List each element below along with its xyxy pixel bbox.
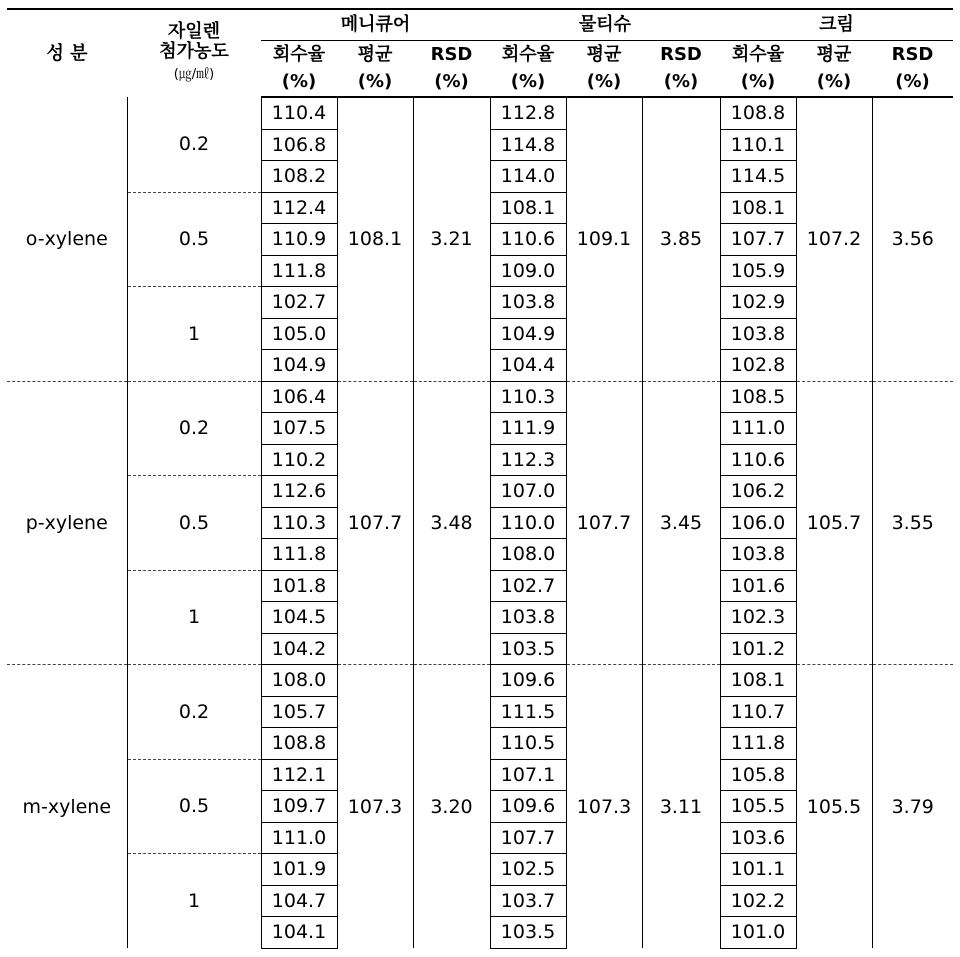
- recovery-value: 107.0: [490, 476, 566, 508]
- recovery-value: 107.1: [490, 759, 566, 791]
- subheader-recovery-label: 회수율: [272, 43, 326, 65]
- rsd-value: 3.48: [413, 381, 490, 665]
- recovery-value: 103.8: [720, 318, 796, 350]
- subheader-recovery-unit: (%): [720, 68, 796, 97]
- group-header-cream: 크림: [720, 9, 953, 41]
- recovery-value: 110.9: [261, 224, 337, 256]
- recovery-value: 114.0: [490, 161, 566, 193]
- subheader-rsd-unit: (%): [413, 68, 490, 97]
- recovery-value: 102.2: [720, 885, 796, 917]
- recovery-value: 109.7: [261, 791, 337, 823]
- recovery-value: 108.1: [720, 192, 796, 224]
- recovery-value: 103.8: [490, 602, 566, 634]
- mean-value: 109.1: [566, 97, 642, 381]
- recovery-value: 110.3: [490, 381, 566, 413]
- subheader-rsd-unit: (%): [642, 68, 720, 97]
- recovery-value: 110.0: [490, 507, 566, 539]
- group-header-wet-tissue: 물티슈: [490, 9, 720, 41]
- recovery-value: 106.2: [720, 476, 796, 508]
- recovery-value: 110.1: [720, 129, 796, 161]
- mean-value: 107.2: [796, 97, 872, 381]
- concentration-cell: 0.2: [127, 97, 261, 192]
- recovery-value: 110.2: [261, 444, 337, 476]
- recovery-value: 103.6: [720, 822, 796, 854]
- table-row: [7, 97, 953, 129]
- component-name: p-xylene: [7, 381, 127, 665]
- concentration-cell: 1: [127, 570, 261, 665]
- recovery-value: 105.9: [720, 255, 796, 287]
- subheader-mean-unit: (%): [796, 68, 872, 97]
- component-header: 성 분: [7, 9, 127, 97]
- recovery-value: 108.8: [261, 728, 337, 760]
- recovery-value: 112.6: [261, 476, 337, 508]
- recovery-value: 105.8: [720, 759, 796, 791]
- recovery-value: 107.7: [490, 822, 566, 854]
- recovery-value: 108.8: [720, 97, 796, 129]
- recovery-value: 110.6: [720, 444, 796, 476]
- recovery-value: 114.5: [720, 161, 796, 193]
- recovery-value: 104.9: [261, 350, 337, 382]
- mean-value: 108.1: [337, 97, 413, 381]
- recovery-value: 101.6: [720, 570, 796, 602]
- mean-value: 107.7: [566, 381, 642, 665]
- recovery-value: 101.9: [261, 854, 337, 886]
- recovery-value: 102.8: [720, 350, 796, 382]
- mean-value: 105.5: [796, 665, 872, 949]
- recovery-value: 104.4: [490, 350, 566, 382]
- recovery-value: 112.3: [490, 444, 566, 476]
- recovery-value: 108.0: [261, 665, 337, 697]
- recovery-value: 104.1: [261, 917, 337, 949]
- recovery-value: 109.6: [490, 665, 566, 697]
- rsd-value: 3.11: [642, 665, 720, 949]
- component-name: o-xylene: [7, 97, 127, 381]
- recovery-value: 102.3: [720, 602, 796, 634]
- recovery-value: 105.0: [261, 318, 337, 350]
- recovery-value: 110.3: [261, 507, 337, 539]
- table-row: [7, 381, 953, 413]
- recovery-value: 103.5: [490, 633, 566, 665]
- recovery-value: 103.7: [490, 885, 566, 917]
- recovery-value: 104.9: [490, 318, 566, 350]
- component-name: m-xylene: [7, 665, 127, 949]
- recovery-value: 103.5: [490, 917, 566, 949]
- mean-value: 107.7: [337, 381, 413, 665]
- group-header-manicure: 메니큐어: [261, 9, 490, 41]
- subheader-mean-unit: (%): [566, 68, 642, 97]
- subheader-recovery-unit: (%): [261, 68, 337, 97]
- recovery-value: 112.1: [261, 759, 337, 791]
- recovery-value: 101.0: [720, 917, 796, 949]
- recovery-value: 102.7: [490, 570, 566, 602]
- recovery-value: 103.8: [720, 539, 796, 571]
- recovery-value: 114.8: [490, 129, 566, 161]
- subheader-rsd-label: RSD: [891, 43, 934, 65]
- recovery-value: 104.2: [261, 633, 337, 665]
- table-row: [7, 665, 953, 697]
- subheader-rsd-unit: (%): [872, 68, 953, 97]
- concentration-cell: 0.2: [127, 381, 261, 476]
- subheader-recovery-label: 회수율: [731, 43, 785, 65]
- mean-value: 105.7: [796, 381, 872, 665]
- subheader-recovery-label: 회수율: [501, 43, 555, 65]
- subheader-rsd-label: RSD: [430, 43, 473, 65]
- recovery-value: 111.9: [490, 413, 566, 445]
- recovery-value: 104.7: [261, 885, 337, 917]
- recovery-value: 108.5: [720, 381, 796, 413]
- recovery-value: 111.0: [261, 822, 337, 854]
- recovery-value: 111.8: [261, 255, 337, 287]
- recovery-value: 111.0: [720, 413, 796, 445]
- mean-value: 107.3: [337, 665, 413, 949]
- recovery-value: 108.0: [490, 539, 566, 571]
- recovery-value: 104.5: [261, 602, 337, 634]
- recovery-value: 110.4: [261, 97, 337, 129]
- recovery-value: 112.8: [490, 97, 566, 129]
- recovery-value: 105.5: [720, 791, 796, 823]
- recovery-value: 105.7: [261, 696, 337, 728]
- recovery-value: 111.8: [261, 539, 337, 571]
- recovery-table: [7, 8, 953, 949]
- recovery-value: 107.7: [720, 224, 796, 256]
- recovery-value: 102.7: [261, 287, 337, 319]
- recovery-value: 101.8: [261, 570, 337, 602]
- recovery-value: 109.6: [490, 791, 566, 823]
- concentration-cell: 0.5: [127, 759, 261, 854]
- rsd-value: 3.55: [872, 381, 953, 665]
- concentration-cell: 0.2: [127, 665, 261, 760]
- rsd-value: 3.56: [891, 228, 934, 251]
- concentration-cell: 0.5: [127, 192, 261, 287]
- concentration-header: 자일렌 첨가농도 (㎍/㎖): [127, 9, 261, 97]
- recovery-value: 110.6: [490, 224, 566, 256]
- recovery-value: 106.8: [261, 129, 337, 161]
- recovery-value: 112.4: [261, 192, 337, 224]
- recovery-value: 111.5: [490, 696, 566, 728]
- mean-value: 107.3: [566, 665, 642, 949]
- recovery-value: 101.1: [720, 854, 796, 886]
- rsd-value: 3.85: [642, 97, 720, 381]
- recovery-value: 106.0: [720, 507, 796, 539]
- rsd-value: 3.79: [872, 665, 953, 949]
- recovery-value: 103.8: [490, 287, 566, 319]
- recovery-value: 108.1: [490, 192, 566, 224]
- subheader-recovery-unit: (%): [490, 68, 566, 97]
- concentration-cell: 1: [127, 854, 261, 949]
- subheader-mean-label: 평균: [357, 43, 393, 65]
- recovery-value: 106.4: [261, 381, 337, 413]
- recovery-value: 111.8: [720, 728, 796, 760]
- recovery-value: 107.5: [261, 413, 337, 445]
- concentration-cell: 1: [127, 287, 261, 382]
- recovery-value: 101.2: [720, 633, 796, 665]
- rsd-value: 3.20: [413, 665, 490, 949]
- subheader-mean-unit: (%): [337, 68, 413, 97]
- subheader-rsd-label: RSD: [660, 43, 702, 65]
- rsd-value: 3.21: [413, 97, 490, 381]
- recovery-value: 108.1: [720, 665, 796, 697]
- subheader-mean-label: 평균: [816, 43, 852, 65]
- recovery-value: 109.0: [490, 255, 566, 287]
- recovery-value: 108.2: [261, 161, 337, 193]
- recovery-value: 110.7: [720, 696, 796, 728]
- recovery-value: 102.5: [490, 854, 566, 886]
- recovery-value: 102.9: [720, 287, 796, 319]
- subheader-mean-label: 평균: [586, 43, 622, 65]
- concentration-cell: 0.5: [127, 476, 261, 571]
- recovery-value: 110.5: [490, 728, 566, 760]
- rsd-value: 3.45: [642, 381, 720, 665]
